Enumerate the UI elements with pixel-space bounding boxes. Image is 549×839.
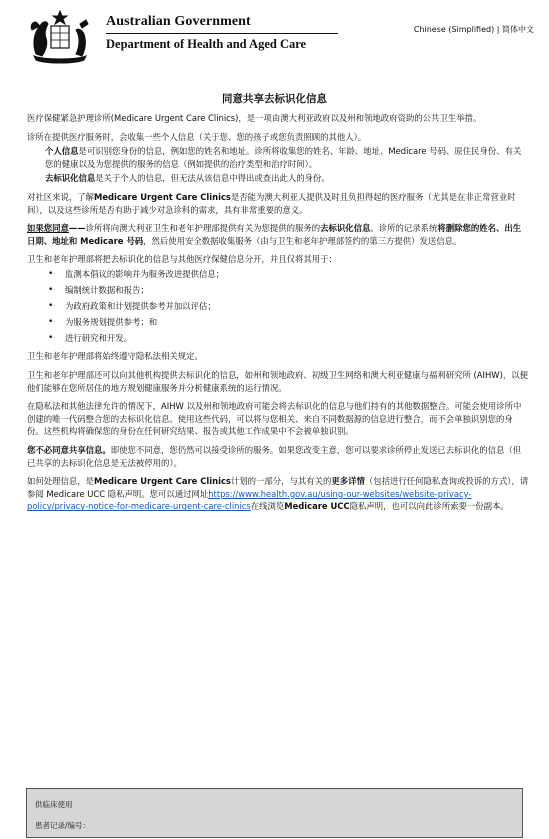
personal-info-paragraph bbox=[27, 145, 529, 170]
importance-pre: 对社区来说，了解 bbox=[27, 191, 94, 202]
aihw-paragraph: 卫生和老年护理部还可以向其他机构提供去标识化的信息，如州和领地政府、初级卫生网络和澳大利亚健康与福利研究所 (AIHW)，以便他们能够在您所居住的地方规划健康服务并分析健康系统的运行情况。 bbox=[27, 370, 528, 393]
personal-info-text: 是可识别您身份的信息，例如您的姓名和地址。诊所将收集您的姓名、年龄、地址、Medicare 号码、原住民身份、有关您的健康以及为您提供的服务的信息（例如提供的治疗类型和治疗时间）。 bbox=[45, 146, 522, 169]
consent-paragraph bbox=[27, 222, 529, 247]
consent-lead: 如果您同意 bbox=[27, 223, 69, 234]
wordmark-rule bbox=[106, 33, 338, 34]
consent-part1: 诊所将向澳大利亚卫生和老年护理部提供有关为您提供的服务的 bbox=[85, 223, 321, 234]
list-item: • 编制统计数据和报告； bbox=[27, 284, 529, 297]
more-p3: （包括进行任何隐私查询或投诉的方式），请参阅 Medicare UCC 隐私声明。您可以通过网址 bbox=[27, 476, 529, 499]
list-item: • 为政府政策和计划提供参考并加以评估； bbox=[27, 300, 529, 313]
page-header bbox=[24, 10, 534, 70]
deidentified-paragraph bbox=[27, 172, 529, 185]
importance-post: 是否能为澳大利亚人提供及时且负担得起的医疗服务（尤其是在非正常营业时间），以及这些诊所是否有助于减少对急诊科的需求，具有非常重要的意义。 bbox=[27, 191, 516, 215]
linking-paragraph: 在隐私法和其他法律允许的情况下，AIHW 以及州和领地政府可能会将去标识化的信息与他们持有的其他数据整合。可能会使用诊所中创建的唯一代码整合您的去标识化信息。使用这些代码，可以将与您相关、来自不同数据源的信息进行整合，而不会单独识别您的身份。这些机构将确保您的身份在任何研究结果、报告或其他工作成果中不会被单独识别。 bbox=[27, 401, 522, 437]
patient-record-label: 患者记录/编号： bbox=[35, 821, 91, 830]
personal-info-term: 个人信息 bbox=[45, 146, 79, 157]
page-title: 同意共享去标识化信息 bbox=[222, 93, 327, 105]
more-b1: Medicare Urgent Care Clinics bbox=[94, 476, 231, 487]
more-p1: 如何处理信息，是 bbox=[27, 476, 94, 487]
clinic-use-box bbox=[26, 788, 523, 838]
deidentified-term: 去标识化信息 bbox=[45, 173, 96, 184]
consent-bold1: 去标识化信息 bbox=[320, 223, 371, 234]
importance-paragraph bbox=[27, 191, 529, 216]
decline-paragraph bbox=[27, 444, 529, 469]
decline-bold: 您不必同意共享信息。 bbox=[27, 445, 111, 456]
list-item: • 监测本倡议的影响并为服务改进提供信息； bbox=[27, 268, 529, 281]
document-body bbox=[27, 112, 529, 519]
more-p2: 计划的一部分，与其有关的 bbox=[230, 476, 332, 487]
intro-paragraph: 医疗保健紧急护理诊所(Medicare Urgent Care Clinics)，是一项由澳大利亚政府以及州和领地政府资助的公共卫生举措。 bbox=[27, 113, 482, 123]
language-label: Chinese (Simplified) | 简体中文 bbox=[413, 25, 534, 34]
privacy-notice-link[interactable]: https://www.health.gov.au/using-our-websites/website-privacy-policy/privacy-notice-for-medicare-urgent-care-clinics bbox=[27, 488, 472, 512]
collect-paragraph: 诊所在提供医疗服务时，会收集一些个人信息（关于您、您的孩子或您负责照顾的其他人）。 bbox=[27, 131, 367, 142]
importance-bold: Medicare Urgent Care Clinics bbox=[94, 191, 231, 202]
org-line-2: Department of Health and Aged Care bbox=[106, 37, 307, 51]
consent-part2: 。诊所的记录系统 bbox=[370, 223, 438, 234]
privacy-paragraph: 卫生和老年护理部将始终遵守隐私法相关规定。 bbox=[27, 351, 203, 362]
org-line-1: Australian Government bbox=[106, 14, 251, 29]
list-item: • 进行研究和开发。 bbox=[27, 332, 529, 345]
uses-list bbox=[27, 268, 529, 345]
consent-dash: —— bbox=[68, 223, 86, 234]
clinic-use-heading: 供临床使用 bbox=[35, 800, 73, 809]
consent-bold2: 将删除您的姓名、出生日期、地址和 Medicare 号码 bbox=[27, 223, 522, 246]
decline-text: 即使您不同意，您仍然可以接受诊所的服务。如果您改变主意，您可以要求诊所停止发送已去标识化的信息（但已共享的去标识化信息是无法被停用的）。 bbox=[27, 445, 522, 468]
coat-of-arms-icon bbox=[24, 10, 96, 66]
more-info-paragraph bbox=[27, 475, 529, 513]
more-b3: Medicare UCC bbox=[284, 501, 350, 512]
government-wordmark bbox=[106, 14, 338, 52]
consent-part3: ，然后使用安全数据收集服务（由与卫生和老年护理部签约的第三方提供）发送信息。 bbox=[143, 235, 462, 246]
more-p4: 在线浏览 bbox=[250, 501, 285, 512]
more-p5: 隐私声明，也可以向此诊所索要一份副本。 bbox=[349, 501, 509, 512]
deidentified-text: 是关于个人的信息，但无法从该信息中得出或查出此人的身份。 bbox=[95, 173, 330, 184]
use-intro-paragraph: 卫生和老年护理部将把去标识化的信息与其他医疗保健信息分开，并且仅将其用于： bbox=[27, 254, 337, 265]
list-item: • 为服务规划提供参考；和 bbox=[27, 316, 529, 329]
more-b2: 更多详情 bbox=[331, 476, 365, 487]
